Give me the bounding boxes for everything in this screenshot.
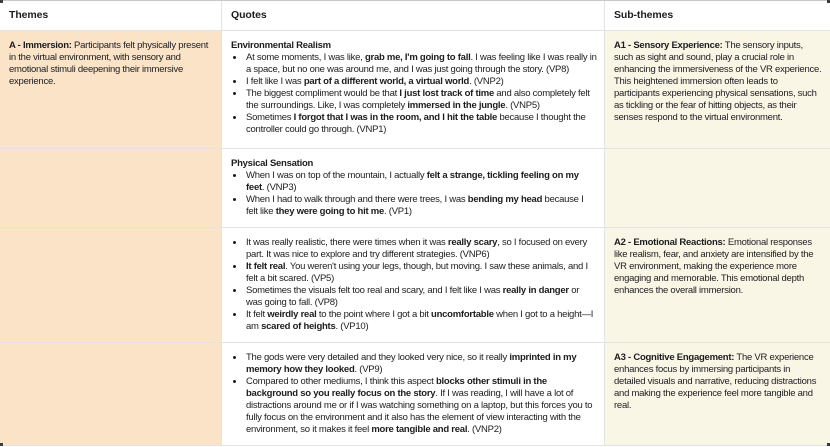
quote-item: • When I was on top of the mountain, I actually felt a strange, tickling feeling on my feet. (VNP3) [245,170,597,194]
quotes-cell [222,149,605,227]
quote-item: • It felt real. You weren't using your legs, though, but moving. I saw these animals, and I felt a bit scared. (VP5) [245,261,597,285]
table-body [0,31,830,446]
quote-list [231,352,597,436]
theme-cell [0,343,222,445]
quote-group-heading: Physical Sensation [231,158,314,169]
table-row [0,228,830,343]
quote-item: • At some moments, I was like, grab me, I'm going to fall. I was feeling like I was really in a space, but no one was around me, and I was just going through the story. (VP8) [245,52,597,76]
subtheme-cell [605,149,830,227]
quotes-cell [222,31,605,148]
table-row [0,31,830,149]
subtheme-cell [605,31,830,148]
screenshot-corner-artifact [0,443,3,446]
table-header-row [0,1,830,31]
screenshot-corner-artifact [0,0,3,3]
quote-item: • I felt like I was part of a different world, a virtual world. (VNP2) [245,76,597,88]
theme-text: A - Immersion: Participants felt physically present in the virtual environment, with sensory and emotional stimuli deepening their immersive experience. [9,40,209,87]
quote-group-heading: Environmental Realism [231,40,331,51]
quotes-cell [222,343,605,445]
quote-item: • The gods were very detailed and they looked very nice, so it really imprinted in my memory how they looked. (VP9) [245,352,597,376]
quote-item: • Sometimes the visuals felt too real and scary, and I felt like I was really in danger or was going to fall. (VP8) [245,285,597,309]
quote-item: • The biggest compliment would be that I just lost track of time and also completely felt the surroundings. Like, I was completely immersed in the jungle. (VNP5) [245,88,597,112]
quotes-cell [222,228,605,342]
quote-list [231,237,597,333]
subtheme-text: A3 - Cognitive Engagement: The VR experience enhances focus by immersing participants in detailed visuals and narrative, reducing distractions and making the experience feel more tangible and real. [614,352,817,411]
quote-item: • When I had to walk through and there were trees, I was bending my head because I felt like they were going to hit me. (VP1) [245,194,597,218]
table-row [0,149,830,228]
subtheme-cell [605,228,830,342]
subtheme-text: A2 - Emotional Reactions: Emotional responses like realism, fear, and anxiety are intensified by the VR environment, making the experience more engaging and memorable. This emotional depth enhances the overall immersion. [614,237,814,296]
subtheme-text: A1 - Sensory Experience: The sensory inputs, such as sight and sound, play a crucial role in enhancing the immersiveness of the VR experience. This heightened immersion often leads to participants experiencing physical sensations, such as tickling or the fear of hitting objects, as their senses respond to the virtual environment. [614,40,822,123]
column-header-quotes: Quotes [222,1,605,30]
quote-list [231,52,597,136]
column-header-themes: Themes [0,1,222,30]
quote-item: • It felt weirdly real to the point where I got a bit uncomfortable when I got to a height—I am scared of heights. (VP10) [245,309,597,333]
quote-item: • Compared to other mediums, I think this aspect blocks other stimuli in the background so you really focus on the story. If I was reading, I will have a lot of distractions around me or if I was watching something on a laptop, but this forces you to fully focus on the environment and it also has the element of view interacting with the environment, so it makes it feel more tangible and real. (VNP2) [245,376,597,436]
theme-cell [0,149,222,227]
quote-list [231,170,597,218]
table-row [0,343,830,446]
theme-cell [0,31,222,148]
theme-cell [0,228,222,342]
column-header-subthemes: Sub-themes [614,9,674,21]
quote-item: • It was really realistic, there were times when it was really scary, so I focused on every part. It was nice to explore and try different strategies. (VNP6) [245,237,597,261]
subtheme-cell [605,343,830,445]
quote-item: • Sometimes I forgot that I was in the room, and I hit the table because I thought the controller could go through. (VNP1) [245,112,597,136]
